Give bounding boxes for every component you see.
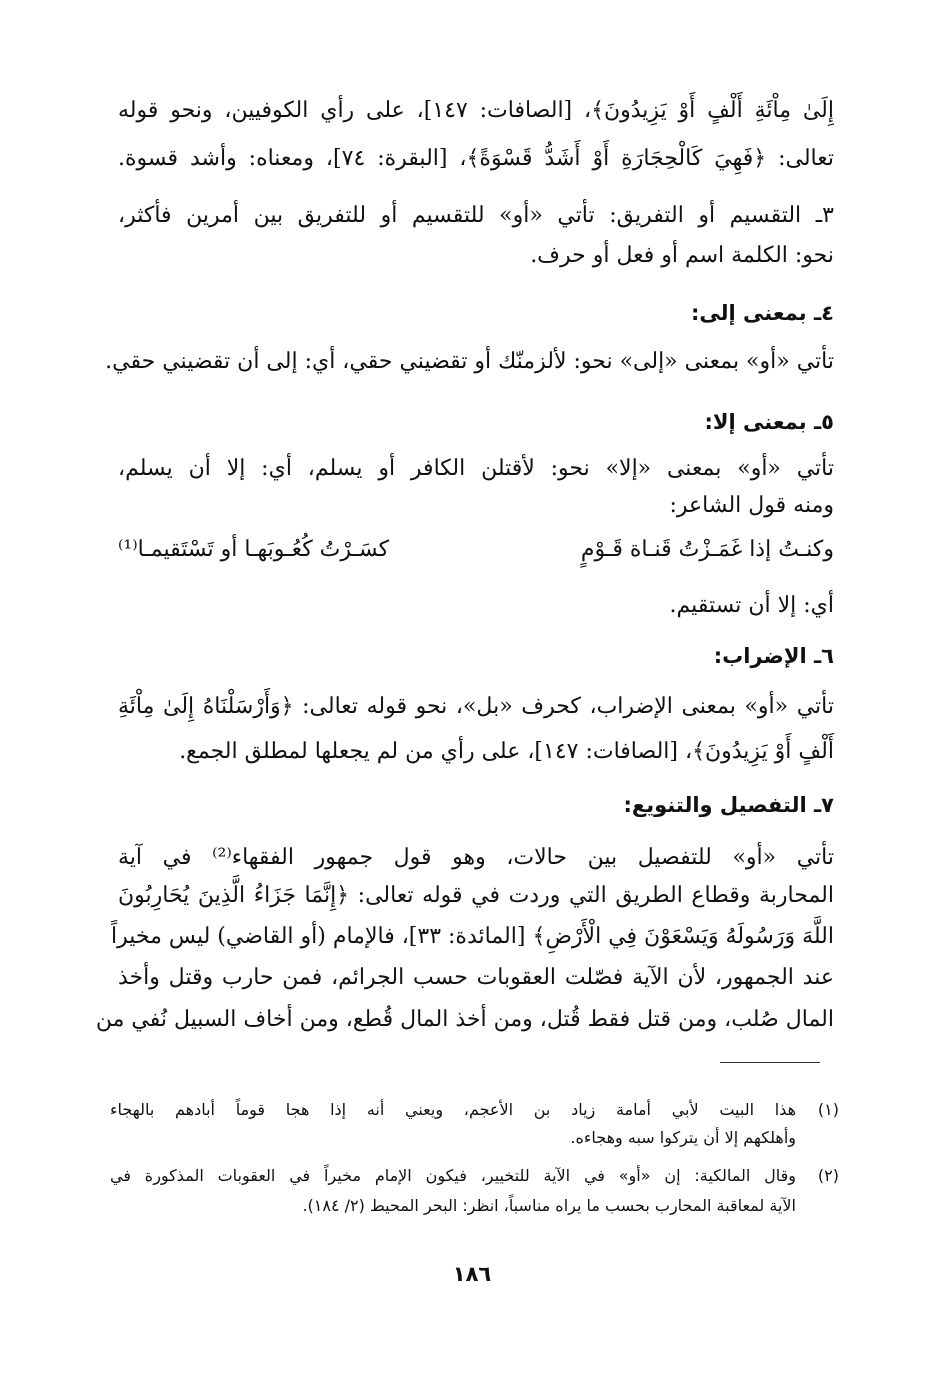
text-line: تأتي «أو» بمعنى «إلى» نحو: لألزمنّك أو تقضيني حقي، أي: إلى أن تقضيني حقي. — [105, 349, 834, 374]
section-heading: ٥ـ بمعنى إلا: — [704, 410, 834, 434]
poetry-verse — [118, 535, 834, 565]
text-line: عند الجمهور، لأن الآية فصّلت العقوبات حسب الجرائم، فمن حارب وقتل وأخذ — [118, 965, 834, 990]
footnote-line: وأهلكهم إلا أن يتركوا سبه وهجاءه. — [570, 1128, 796, 1147]
footnote-line: هذا البيت لأبي أمامة زياد بن الأعجم، ويعني أنه إذا هجا قوماً أبادهم بالهجاء — [110, 1100, 796, 1119]
footnote-number: (٢) — [817, 1166, 839, 1185]
text-line: أي: إلا أن تستقيم. — [669, 593, 834, 618]
text-line: أَلْفٍ أَوْ يَزِيدُونَ﴾، [الصافات: ١٤٧]، على رأي من لم يجعلها لمطلق الجمع. — [179, 739, 834, 764]
text-line: اللَّهَ وَرَسُولَهُ وَيَسْعَوْنَ فِي الْأَرْضِ﴾ [المائدة: ٣٣]، فالإمام (أو القاضي) ليس مخيراً — [111, 924, 834, 949]
text-line: تأتي «أو» بمعنى الإضراب، كحرف «بل»، نحو قوله تعالى: ﴿وَأَرْسَلْنَاهُ إِلَىٰ مِاْئَةِ — [118, 694, 834, 719]
section-heading: ٤ـ بمعنى إلى: — [691, 301, 834, 325]
footnote-line: وقال المالكية: إن «أو» في الآية للتخيير، فيكون الإمام مخيراً في العقوبات المذكورة في — [110, 1166, 796, 1185]
verse-first-hemistich: وكنـتُ إذا غَمَـزْتُ قَنـاة قَـوْمٍ — [580, 537, 834, 562]
text-line: ومنه قول الشاعر: — [669, 493, 834, 518]
footnote-number: (١) — [817, 1100, 839, 1119]
section-heading: ٦ـ الإضراب: — [713, 644, 834, 668]
verse-second-hemistich: كسَـرْتُ كُعُـوبَهـا أو تَسْتَقيمـا⁽¹⁾ — [118, 537, 390, 562]
text-line: إِلَىٰ مِاْئَةِ أَلْفٍ أَوْ يَزِيدُونَ﴾، [الصافات: ١٤٧]، على رأي الكوفيين، ونحو قوله — [118, 98, 834, 123]
footnote-separator — [720, 1062, 820, 1063]
page-number: ١٨٦ — [452, 1262, 492, 1286]
text-line: تأتي «أو» بمعنى «إلا» نحو: لأقتلن الكافر أو يسلم، أي: إلا أن يسلم، — [118, 456, 834, 481]
footnote-line: الآية لمعاقبة المحارب بحسب ما يراه مناسباً، انظر: البحر المحيط (٢/ ١٨٤). — [302, 1196, 796, 1215]
text-line: تعالى: ﴿فَهِيَ كَالْحِجَارَةِ أَوْ أَشَدُّ قَسْوَةً﴾، [البقرة: ٧٤]، ومعناه: وأشد قسوة. — [118, 146, 834, 171]
text-line: تأتي «أو» للتفصيل بين حالات، وهو قول جمهور الفقهاء⁽²⁾ في آية — [118, 845, 834, 870]
text-line: ٣ـ التقسيم أو التفريق: تأتي «أو» للتقسيم أو للتفريق بين أمرين فأكثر، — [118, 203, 834, 228]
text-line: المال صُلب، ومن قتل فقط قُتل، ومن أخذ المال قُطع، ومن أخاف السبيل نُفي من — [95, 1007, 834, 1032]
section-heading: ٧ـ التفصيل والتنويع: — [623, 793, 834, 817]
text-line: المحاربة وقطاع الطريق التي وردت في قوله تعالى: ﴿إِنَّمَا جَزَاءُ الَّذِينَ يُحَارِبُونَ — [118, 883, 834, 908]
text-line: نحو: الكلمة اسم أو فعل أو حرف. — [530, 243, 834, 268]
